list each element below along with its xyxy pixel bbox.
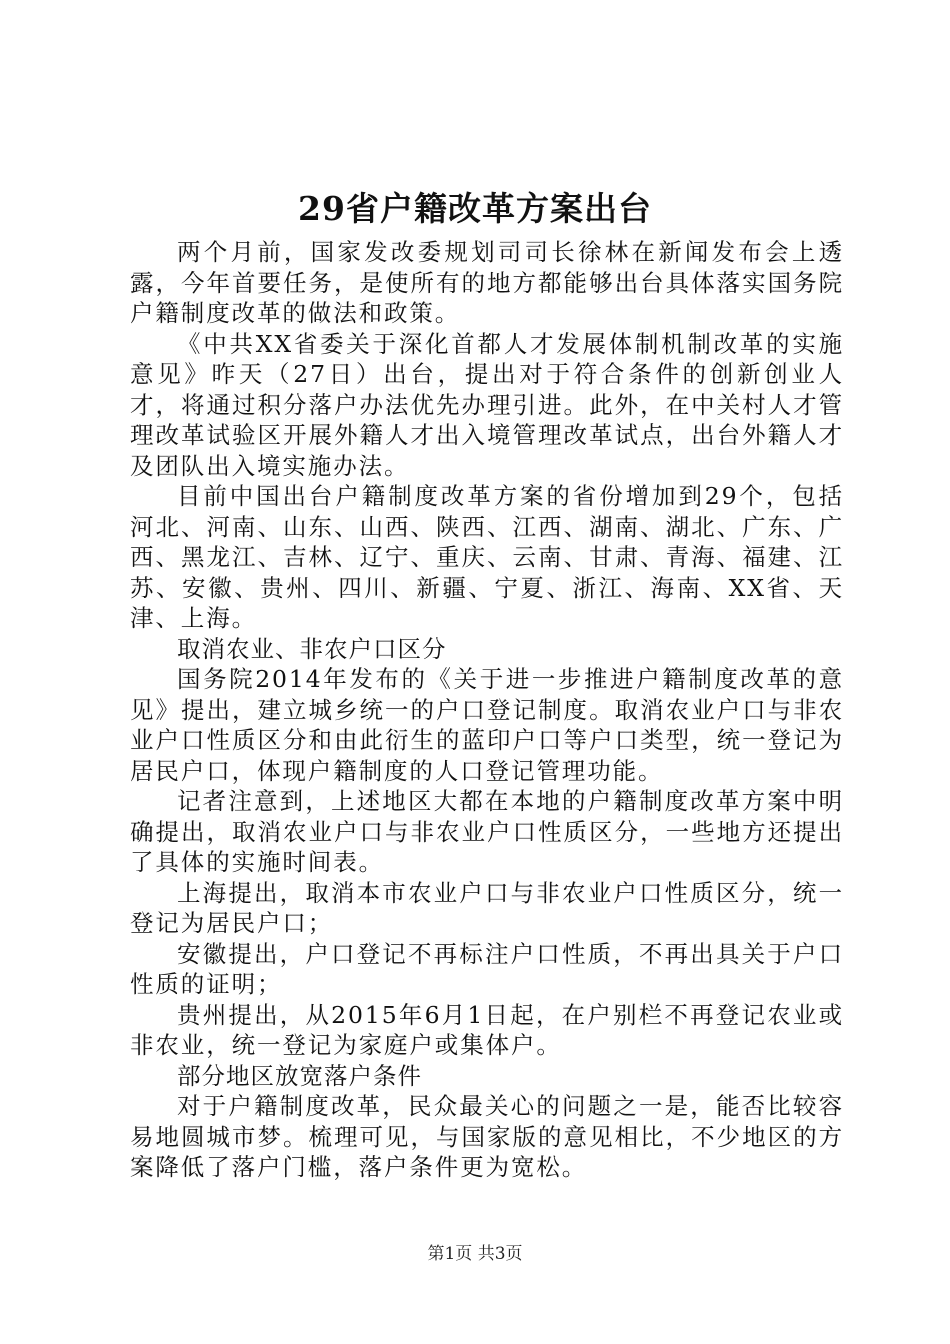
page-number-footer: 第1页 共3页 xyxy=(427,1244,523,1264)
paragraph-anhui: 安徽提出，户口登记不再标注户口性质，不再出具关于户口性质的证明； xyxy=(130,939,844,998)
document-body xyxy=(130,237,844,1183)
section-heading-cancel-distinction: 取消农业、非农户口区分 xyxy=(177,634,447,663)
paragraph-talent-policy: 《中共XX省委关于深化首都人才发展体制机制改革的实施意见》昨天（27日）出台，提出对于符合条件的创新创业人才，将通过积分落户办法优先办理引进。此外，在中关村人才管理改革试验区开展外籍人才出入境管理改革试点，出台外籍人才及团队出入境实施办法。 xyxy=(130,329,844,480)
section-heading-relax-conditions: 部分地区放宽落户条件 xyxy=(177,1061,422,1090)
paragraph-intro: 两个月前，国家发改委规划司司长徐林在新闻发布会上透露，今年首要任务，是使所有的地方都能够出台具体落实国务院户籍制度改革的做法和政策。 xyxy=(130,238,844,327)
paragraph-state-council: 国务院2014年发布的《关于进一步推进户籍制度改革的意见》提出，建立城乡统一的户口登记制度。取消农业户口与非农业户口性质区分和由此衍生的蓝印户口等户口类型，统一登记为居民户口，体现户籍制度的人口登记管理功能。 xyxy=(130,665,844,785)
paragraph-province-list: 目前中国出台户籍制度改革方案的省份增加到29个，包括河北、河南、山东、山西、陕西、江西、湖南、湖北、广东、广西、黑龙江、吉林、辽宁、重庆、云南、甘肃、青海、福建、江苏、安徽、贵州、四川、新疆、宁夏、浙江、海南、XX省、天津、上海。 xyxy=(130,482,844,632)
document-title: 29省户籍改革方案出台 xyxy=(298,189,652,228)
paragraph-guizhou: 贵州提出，从2015年6月1日起，在户别栏不再登记农业或非农业，统一登记为家庭户或集体户。 xyxy=(130,1000,844,1059)
paragraph-shanghai: 上海提出，取消本市农业户口与非农业户口性质区分，统一登记为居民户口； xyxy=(130,878,844,937)
paragraph-reporter-note: 记者注意到，上述地区大都在本地的户籍制度改革方案中明确提出，取消农业户口与非农业户口性质区分，一些地方还提出了具体的实施时间表。 xyxy=(130,787,844,876)
paragraph-public-concern: 对于户籍制度改革，民众最关心的问题之一是，能否比较容易地圆城市梦。梳理可见，与国家版的意见相比，不少地区的方案降低了落户门槛，落户条件更为宽松。 xyxy=(130,1092,844,1181)
